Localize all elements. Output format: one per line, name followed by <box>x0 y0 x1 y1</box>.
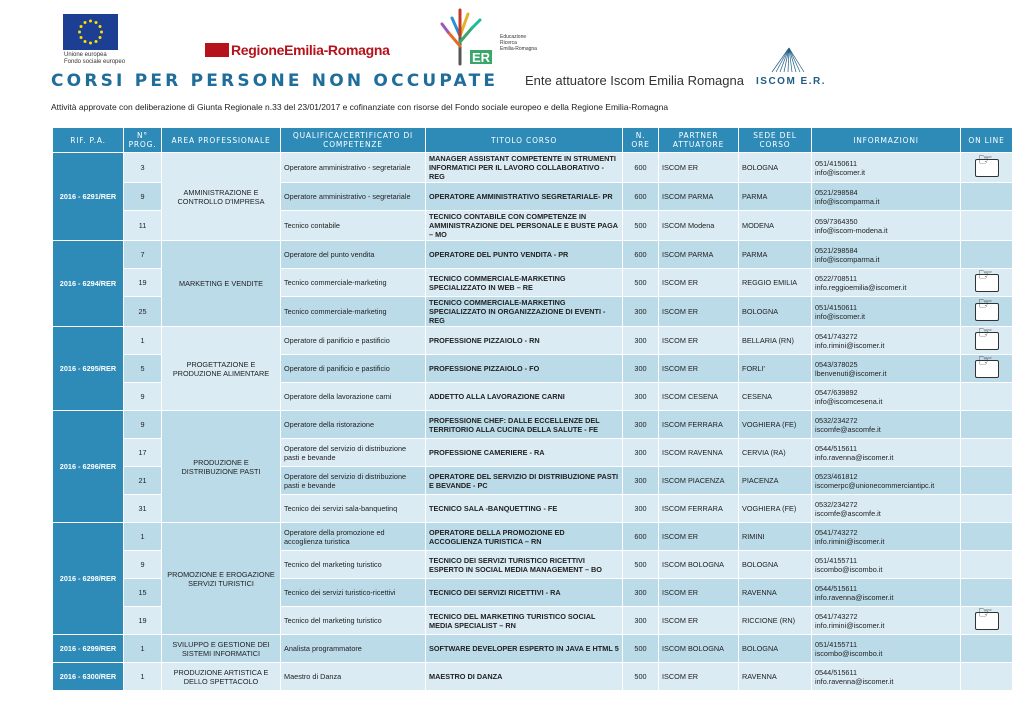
phone-number: 0544/515611 <box>815 583 858 593</box>
location-cell: PIACENZA <box>739 467 811 494</box>
info-cell <box>812 551 960 578</box>
prog-cell: 21 <box>124 467 161 494</box>
partner-cell: ISCOM ER <box>659 355 738 382</box>
iscom-name: ISCOM E.R. <box>756 76 827 87</box>
course-title-cell: TECNICO CONTABILE CON COMPETENZE IN AMMINISTRAZIONE DEL PERSONALE E BUSTE PAGA – MO <box>426 211 622 240</box>
table-row <box>53 523 1012 550</box>
table-row <box>53 635 1012 662</box>
email-link[interactable]: iscombo@iscombo.it <box>815 648 883 658</box>
course-title-cell: PROFESSIONE PIZZAIOLO - FO <box>426 355 622 382</box>
location-cell: REGGIO EMILIA <box>739 269 811 296</box>
rif-pa-cell: 2016 - 6291/RER <box>53 153 123 240</box>
course-title-cell: SOFTWARE DEVELOPER ESPERTO IN JAVA E HTML 5 <box>426 635 622 662</box>
location-cell: PARMA <box>739 241 811 268</box>
qualifica-cell: Operatore del servizio di distribuzione pasti e bevande <box>281 439 425 466</box>
hours-cell: 600 <box>623 523 658 550</box>
qualifica-cell: Tecnico del marketing turistico <box>281 551 425 578</box>
course-title-cell: TECNICO DEI SERVIZI RICETTIVI - RA <box>426 579 622 606</box>
rif-pa-cell: 2016 - 6295/RER <box>53 327 123 410</box>
email-link[interactable]: info.ravenna@iscomer.it <box>815 676 894 686</box>
course-title-cell: MAESTRO DI DANZA <box>426 663 622 690</box>
online-cell[interactable] <box>961 327 1012 354</box>
table-header-row <box>53 128 1012 152</box>
col-header: N° PROG. <box>124 128 161 152</box>
hours-cell: 300 <box>623 607 658 634</box>
phone-number: 0544/515611 <box>815 667 858 677</box>
qualifica-cell: Tecnico dei servizi sala-banquetinq <box>281 495 425 522</box>
phone-number: 051/4150611 <box>815 158 858 168</box>
prog-cell: 17 <box>124 439 161 466</box>
col-header: AREA PROFESSIONALE <box>162 128 280 152</box>
info-cell <box>812 439 960 466</box>
qualifica-cell: Operatore di panificio e pastificio <box>281 355 425 382</box>
location-cell: BOLOGNA <box>739 153 811 182</box>
info-cell <box>812 607 960 634</box>
partner-cell: ISCOM ER <box>659 579 738 606</box>
partner-cell: ISCOM PARMA <box>659 183 738 210</box>
online-cell <box>961 635 1012 662</box>
phone-number: 0523/461812 <box>815 471 858 481</box>
online-cell <box>961 211 1012 240</box>
online-cell <box>961 411 1012 438</box>
partner-cell: ISCOM PARMA <box>659 241 738 268</box>
hours-cell: 300 <box>623 579 658 606</box>
online-cell <box>961 439 1012 466</box>
qualifica-cell: Operatore della ristorazione <box>281 411 425 438</box>
eu-caption-line-1: Unione europea <box>64 52 107 58</box>
phone-number: 0532/234272 <box>815 499 858 509</box>
info-cell <box>812 663 960 690</box>
hours-cell: 300 <box>623 327 658 354</box>
table-body <box>53 153 1012 690</box>
partner-cell: ISCOM ER <box>659 327 738 354</box>
location-cell: CESENA <box>739 383 811 410</box>
phone-number: 0543/378025 <box>815 359 858 369</box>
page-subtitle: Ente attuatore Iscom Emilia Romagna <box>525 73 744 88</box>
location-cell: CERVIA (RA) <box>739 439 811 466</box>
phone-number: 0544/515611 <box>815 443 858 453</box>
email-link[interactable]: lbenvenuti@iscomer.it <box>815 368 887 378</box>
eu-caption <box>64 52 125 66</box>
online-cell[interactable] <box>961 355 1012 382</box>
col-header: N. ORE <box>623 128 658 152</box>
email-link[interactable]: info@iscom-modena.it <box>815 225 888 235</box>
online-cell[interactable] <box>961 607 1012 634</box>
info-cell <box>812 183 960 210</box>
location-cell: VOGHIERA (FE) <box>739 495 811 522</box>
location-cell: BOLOGNA <box>739 551 811 578</box>
location-cell: RAVENNA <box>739 663 811 690</box>
phone-number: 0541/743272 <box>815 331 858 341</box>
location-cell: BOLOGNA <box>739 297 811 326</box>
info-cell <box>812 355 960 382</box>
area-cell: PROMOZIONE E EROGAZIONE SERVIZI TURISTICI <box>162 523 280 634</box>
phone-number: 051/4150611 <box>815 302 858 312</box>
online-cell <box>961 183 1012 210</box>
email-link[interactable]: info@iscomparma.it <box>815 196 880 206</box>
rif-pa-cell: 2016 - 6298/RER <box>53 523 123 634</box>
phone-number: 0532/234272 <box>815 415 858 425</box>
email-link[interactable]: info.rimini@iscomer.it <box>815 536 885 546</box>
pointing-hand-icon[interactable] <box>975 303 999 321</box>
col-header: INFORMAZIONI <box>812 128 960 152</box>
rif-pa-cell: 2016 - 6299/RER <box>53 635 123 662</box>
online-cell[interactable] <box>961 297 1012 326</box>
course-title-cell: OPERATORE DEL SERVIZIO DI DISTRIBUZIONE PASTI E BEVANDE - PC <box>426 467 622 494</box>
hours-cell: 600 <box>623 241 658 268</box>
prog-cell: 19 <box>124 607 161 634</box>
phone-number: 0521/298584 <box>815 187 858 197</box>
email-link[interactable]: info.reggioemilia@iscomer.it <box>815 282 907 292</box>
info-cell <box>812 635 960 662</box>
table-row <box>53 411 1012 438</box>
location-cell: RICCIONE (RN) <box>739 607 811 634</box>
area-cell: PRODUZIONE E DISTRIBUZIONE PASTI <box>162 411 280 522</box>
hours-cell: 300 <box>623 297 658 326</box>
qualifica-cell: Maestro di Danza <box>281 663 425 690</box>
prog-cell: 9 <box>124 411 161 438</box>
hours-cell: 500 <box>623 663 658 690</box>
partner-cell: ISCOM FERRARA <box>659 495 738 522</box>
prog-cell: 9 <box>124 183 161 210</box>
prog-cell: 5 <box>124 355 161 382</box>
area-cell: PROGETTAZIONE E PRODUZIONE ALIMENTARE <box>162 327 280 410</box>
info-cell <box>812 411 960 438</box>
partner-cell: ISCOM FERRARA <box>659 411 738 438</box>
info-cell <box>812 153 960 182</box>
prog-cell: 1 <box>124 663 161 690</box>
hours-cell: 500 <box>623 211 658 240</box>
table-row <box>53 327 1012 354</box>
location-cell: VOGHIERA (FE) <box>739 411 811 438</box>
online-cell <box>961 523 1012 550</box>
regione-logo <box>205 42 390 58</box>
prog-cell: 3 <box>124 153 161 182</box>
area-cell: PRODUZIONE ARTISTICA E DELLO SPETTACOLO <box>162 663 280 690</box>
partner-cell: ISCOM RAVENNA <box>659 439 738 466</box>
hours-cell: 300 <box>623 467 658 494</box>
qualifica-cell: Tecnico commerciale-marketing <box>281 269 425 296</box>
email-link[interactable]: iscomerpc@unionecommerciantipc.it <box>815 480 935 490</box>
col-header: ON LINE <box>961 128 1012 152</box>
rif-pa-cell: 2016 - 6296/RER <box>53 411 123 522</box>
course-title-cell: TECNICO SALA -BANQUETTING - FE <box>426 495 622 522</box>
online-cell <box>961 579 1012 606</box>
partner-cell: ISCOM BOLOGNA <box>659 551 738 578</box>
email-link[interactable]: info.rimini@iscomer.it <box>815 620 885 630</box>
svg-text:ER: ER <box>472 50 491 65</box>
er-caption-1: Educazione <box>500 34 527 40</box>
email-link[interactable]: info@iscomer.it <box>815 167 865 177</box>
phone-number: 0541/743272 <box>815 527 858 537</box>
hours-cell: 500 <box>623 635 658 662</box>
phone-number: 051/4155711 <box>815 555 858 565</box>
col-header: RIF. P.A. <box>53 128 123 152</box>
hours-cell: 300 <box>623 355 658 382</box>
er-caption-3: Emilia-Romagna <box>500 46 537 52</box>
qualifica-cell: Operatore del punto vendita <box>281 241 425 268</box>
online-cell <box>961 241 1012 268</box>
partner-cell: ISCOM CESENA <box>659 383 738 410</box>
qualifica-cell: Tecnico commerciale-marketing <box>281 297 425 326</box>
qualifica-cell: Analista programmatore <box>281 635 425 662</box>
location-cell: PARMA <box>739 183 811 210</box>
courses-table <box>52 127 1013 691</box>
info-cell <box>812 211 960 240</box>
email-link[interactable]: info@iscomparma.it <box>815 254 880 264</box>
table-row <box>53 663 1012 690</box>
qualifica-cell: Operatore amministrativo - segretariale <box>281 153 425 182</box>
partner-cell: ISCOM ER <box>659 269 738 296</box>
hours-cell: 600 <box>623 153 658 182</box>
pointing-hand-icon[interactable] <box>975 159 999 177</box>
pointing-hand-icon[interactable] <box>975 332 999 350</box>
rif-pa-cell: 2016 - 6300/RER <box>53 663 123 690</box>
table-row <box>53 153 1012 182</box>
hours-cell: 300 <box>623 495 658 522</box>
course-title-cell: PROFESSIONE CHEF: DALLE ECCELLENZE DEL TERRITORIO ALLA CUCINA DELLA SALUTE - FE <box>426 411 622 438</box>
prog-cell: 31 <box>124 495 161 522</box>
pointing-hand-icon[interactable] <box>975 612 999 630</box>
course-title-cell: TECNICO DEL MARKETING TURISTICO SOCIAL MEDIA SPECIALIST – RN <box>426 607 622 634</box>
er-caption-2: Ricerca <box>500 40 517 46</box>
partner-cell: ISCOM BOLOGNA <box>659 635 738 662</box>
location-cell: MODENA <box>739 211 811 240</box>
col-header: QUALIFICA/CERTIFICATO DI COMPETENZE <box>281 128 425 152</box>
email-link[interactable]: info@iscomer.it <box>815 311 865 321</box>
course-title-cell: MANAGER ASSISTANT COMPETENTE IN STRUMENTI INFORMATICI PER IL LAVORO COLLABORATIVO - REG <box>426 153 622 182</box>
info-cell <box>812 241 960 268</box>
online-cell[interactable] <box>961 269 1012 296</box>
page-title: CORSI PER PERSONE NON OCCUPATE <box>51 71 499 91</box>
table-row <box>53 241 1012 268</box>
course-title-cell: PROFESSIONE CAMERIERE - RA <box>426 439 622 466</box>
location-cell: BELLARIA (RN) <box>739 327 811 354</box>
location-cell: FORLI' <box>739 355 811 382</box>
email-link[interactable]: info.ravenna@iscomer.it <box>815 452 894 462</box>
course-title-cell: OPERATORE DEL PUNTO VENDITA - PR <box>426 241 622 268</box>
prog-cell: 7 <box>124 241 161 268</box>
approval-note: Attività approvate con deliberazione di Giunta Regionale n.33 del 23/01/2017 e cofinanziate con risorse del Fondo sociale europeo e della Regione Emilia-Romagna <box>51 102 669 112</box>
qualifica-cell: Tecnico contabile <box>281 211 425 240</box>
qualifica-cell: Tecnico dei servizi turistico-ricettivi <box>281 579 425 606</box>
prog-cell: 1 <box>124 635 161 662</box>
online-cell <box>961 495 1012 522</box>
partner-cell: ISCOM ER <box>659 523 738 550</box>
email-link[interactable]: iscombo@iscombo.it <box>815 564 883 574</box>
prog-cell: 25 <box>124 297 161 326</box>
partner-cell: ISCOM ER <box>659 663 738 690</box>
qualifica-cell: Tecnico del marketing turistico <box>281 607 425 634</box>
hours-cell: 600 <box>623 183 658 210</box>
prog-cell: 9 <box>124 551 161 578</box>
course-title-cell: PROFESSIONE PIZZAIOLO - RN <box>426 327 622 354</box>
location-cell: RIMINI <box>739 523 811 550</box>
partner-cell: ISCOM Modena <box>659 211 738 240</box>
info-cell <box>812 269 960 296</box>
prog-cell: 1 <box>124 523 161 550</box>
phone-number: 0547/639892 <box>815 387 858 397</box>
partner-cell: ISCOM PIACENZA <box>659 467 738 494</box>
qualifica-cell: Operatore amministrativo - segretariale <box>281 183 425 210</box>
area-cell: SVILUPPO E GESTIONE DEI SISTEMI INFORMATICI <box>162 635 280 662</box>
online-cell <box>961 383 1012 410</box>
location-cell: RAVENNA <box>739 579 811 606</box>
pointing-hand-icon[interactable] <box>975 274 999 292</box>
phone-number: 059/7364350 <box>815 216 858 226</box>
online-cell[interactable] <box>961 153 1012 182</box>
email-link[interactable]: info.ravenna@iscomer.it <box>815 592 894 602</box>
hours-cell: 300 <box>623 411 658 438</box>
phone-number: 0522/708511 <box>815 273 858 283</box>
hours-cell: 300 <box>623 383 658 410</box>
rif-pa-cell: 2016 - 6294/RER <box>53 241 123 326</box>
pointing-hand-icon[interactable] <box>975 360 999 378</box>
course-title-cell: TECNICO DEI SERVIZI TURISTICO RICETTIVI ESPERTO IN SOCIAL MEDIA MANAGEMENT – BO <box>426 551 622 578</box>
regione-logo-text: RegioneEmilia-Romagna <box>231 42 390 58</box>
er-logo-caption <box>500 34 537 52</box>
regione-mark-icon <box>205 43 229 57</box>
online-cell <box>961 663 1012 690</box>
info-cell <box>812 495 960 522</box>
col-header: TITOLO CORSO <box>426 128 622 152</box>
phone-number: 051/4155711 <box>815 639 858 649</box>
hours-cell: 500 <box>623 269 658 296</box>
prog-cell: 11 <box>124 211 161 240</box>
location-cell: BOLOGNA <box>739 635 811 662</box>
course-title-cell: OPERATORE DELLA PROMOZIONE ED ACCOGLIENZA TURISTICA – RN <box>426 523 622 550</box>
qualifica-cell: Operatore di panificio e pastificio <box>281 327 425 354</box>
phone-number: 0521/298584 <box>815 245 858 255</box>
partner-cell: ISCOM ER <box>659 607 738 634</box>
course-title-cell: ADDETTO ALLA LAVORAZIONE CARNI <box>426 383 622 410</box>
area-cell: MARKETING E VENDITE <box>162 241 280 326</box>
eu-flag-logo <box>63 14 118 50</box>
info-cell <box>812 327 960 354</box>
course-title-cell: TECNICO COMMERCIALE-MARKETING SPECIALIZZATO IN WEB – RE <box>426 269 622 296</box>
col-header: PARTNER ATTUATORE <box>659 128 738 152</box>
qualifica-cell: Operatore della promozione ed accoglienza turistica <box>281 523 425 550</box>
prog-cell: 1 <box>124 327 161 354</box>
email-link[interactable]: info.rimini@iscomer.it <box>815 340 885 350</box>
col-header: SEDE DEL CORSO <box>739 128 811 152</box>
course-title-cell: TECNICO COMMERCIALE-MARKETING SPECIALIZZATO IN ORGANIZZAZIONE DI EVENTI - REG <box>426 297 622 326</box>
hours-cell: 500 <box>623 551 658 578</box>
info-cell <box>812 383 960 410</box>
eu-caption-line-2: Fondo sociale europeo <box>64 59 126 65</box>
info-cell <box>812 523 960 550</box>
course-title-cell: OPERATORE AMMINISTRATIVO SEGRETARIALE- PR <box>426 183 622 210</box>
info-cell <box>812 579 960 606</box>
partner-cell: ISCOM ER <box>659 297 738 326</box>
phone-number: 0541/743272 <box>815 611 858 621</box>
online-cell <box>961 467 1012 494</box>
online-cell <box>961 551 1012 578</box>
area-cell: AMMINISTRAZIONE E CONTROLLO D'IMPRESA <box>162 153 280 240</box>
info-cell <box>812 297 960 326</box>
hours-cell: 300 <box>623 439 658 466</box>
qualifica-cell: Operatore del servizio di distribuzione pasti e bevande <box>281 467 425 494</box>
email-link[interactable]: iscomfe@ascomfe.it <box>815 424 881 434</box>
info-cell <box>812 467 960 494</box>
partner-cell: ISCOM ER <box>659 153 738 182</box>
prog-cell: 19 <box>124 269 161 296</box>
prog-cell: 15 <box>124 579 161 606</box>
email-link[interactable]: iscomfe@ascomfe.it <box>815 508 881 518</box>
prog-cell: 9 <box>124 383 161 410</box>
qualifica-cell: Operatore della lavorazione carni <box>281 383 425 410</box>
email-link[interactable]: info@iscomcesena.it <box>815 396 883 406</box>
